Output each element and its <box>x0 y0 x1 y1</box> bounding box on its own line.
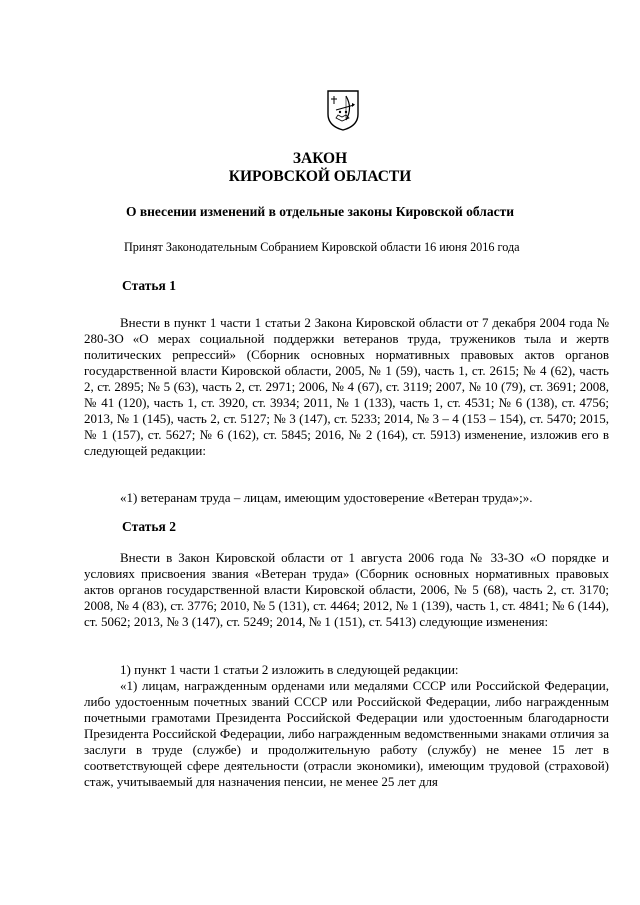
article-1-text: Внести в пункт 1 части 1 статьи 2 Закона Кировской области от 7 декабря 2004 года № 280-ЗО «О мерах социальной поддержки ветеранов труда, тружеников тыла и жертв политических репрессий» (Сборник основных нормативных правовых актов органов государственной власти Кировской области, 2005, № 1 (59), часть 1, ст. 2615; № 4 (62), часть 2, ст. 2895; № 5 (63), часть 2, ст. 2971; 2006, № 4 (67), ст. 3119; 2007, № 10 (79), ст. 3691; 2008, № 41 (120), часть 1, ст. 3920, ст. 3934; 2011, № 1 (133), часть 1, ст. 4531; № 6 (138), ст. 4756; 2013, № 1 (145), часть 2, ст. 5127; № 3 (147), ст. 5233; 2014, № 3 – 4 (153 – 154), ст. 5470; 2015, № 1 (157), ст. 5627; № 6 (162), ст. 5845; 2016, № 2 (164), ст. 5913) изменение, изложив его в следующей редакции: <box>84 315 609 458</box>
article-2-item-1-text: «1) лицам, награжденным орденами или медалями СССР или Российской Федерации, либо удостоенным почетных званий СССР или Российской Федерации, либо награжденным почетными грамотами Президента Российской Федерации или удостоенным благодарности Президента Российской Федерации, либо награжденным ведомственными знаками отличия за заслуги в труде (службе) и продолжительную работу (службу) не менее 15 лет в соответствующей сфере деятельности (отрасли экономики), имеющим трудовой (страховой) стаж, учитываемый для назначения пенсии, не менее 25 лет для <box>84 678 609 789</box>
region-title: КИРОВСКОЙ ОБЛАСТИ <box>228 168 412 185</box>
article-2-item-1: 1) пункт 1 части 1 статьи 2 изложить в следующей редакции: <box>120 662 459 677</box>
article-2-heading: Статья 2 <box>122 519 176 534</box>
article-2-text: Внести в Закон Кировской области от 1 августа 2006 года № 33-ЗО «О порядке и условиях присвоения звания «Ветеран труда» (Сборник основных нормативных правовых актов органов государственной власти Кировской области, 2006, № 5 (68), часть 2, ст. 3170; 2008, № 4 (83), ст. 3776; 2010, № 5 (131), ст. 4464; 2012, № 1 (139), часть 1, ст. 4841; № 6 (144), ст. 5062; 2013, № 3 (147), ст. 5249; 2014, № 1 (151), ст. 5413) следующие изменения: <box>84 550 609 629</box>
article-1-heading: Статья 1 <box>122 278 176 293</box>
article-1-quote: «1) ветеранам труда – лицам, имеющим удостоверение «Ветеран труда»;». <box>120 490 533 505</box>
coat-of-arms-icon <box>326 88 360 132</box>
law-subject: О внесении изменений в отдельные законы Кировской области <box>125 204 515 219</box>
adoption-line: Принят Законодательным Собранием Кировской области 16 июня 2016 года <box>124 240 520 254</box>
law-title: ЗАКОН <box>292 150 348 167</box>
